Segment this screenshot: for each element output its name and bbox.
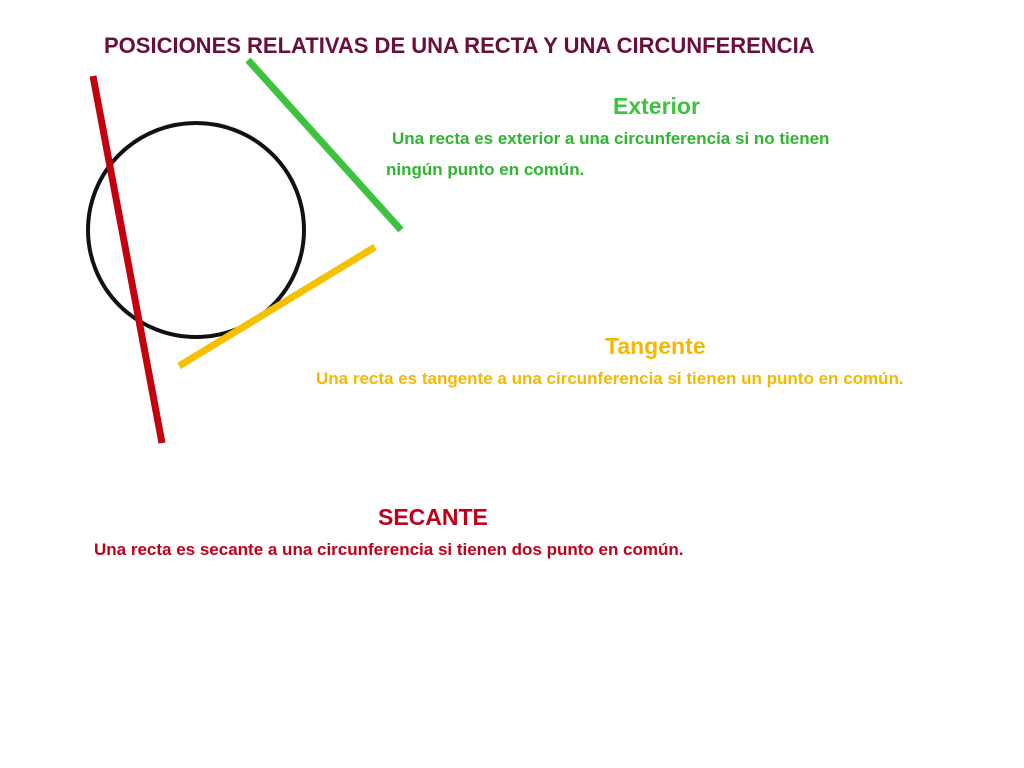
exterior-line	[248, 60, 401, 230]
tangent-line	[179, 247, 375, 366]
tangent-heading: Tangente	[605, 333, 706, 359]
exterior-description-line2: ningún punto en común.	[386, 160, 585, 179]
secant-heading: SECANTE	[378, 504, 488, 530]
exterior-description-line1: Una recta es exterior a una circunferencia si no tienen	[392, 129, 830, 148]
exterior-heading: Exterior	[613, 93, 700, 119]
secant-description: Una recta es secante a una circunferencia si tienen dos punto en común.	[94, 540, 684, 559]
page-title: POSICIONES RELATIVAS DE UNA RECTA Y UNA CIRCUNFERENCIA	[104, 33, 815, 58]
tangent-description: Una recta es tangente a una circunferencia si tienen un punto en común.	[316, 369, 904, 388]
